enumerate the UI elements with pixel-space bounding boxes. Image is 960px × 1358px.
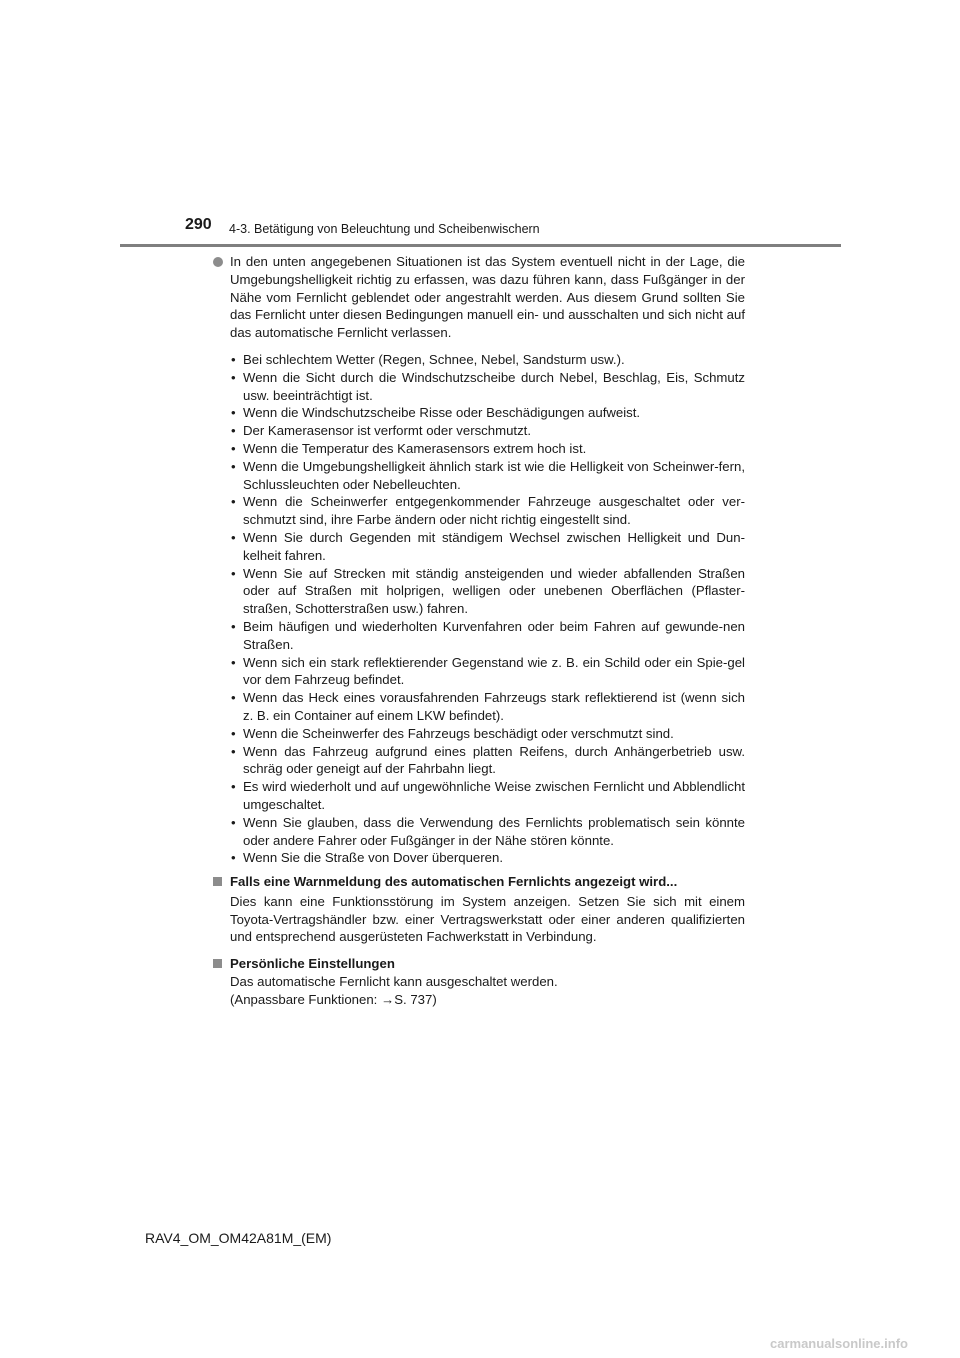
list-item-text: Wenn sich ein stark reflektierender Gegenstand wie z. B. ein Schild oder ein Spie-gel vor dem Fahrzeug befindet. xyxy=(243,654,745,688)
list-item xyxy=(230,493,745,529)
bullet-dot-icon: • xyxy=(231,743,236,759)
bullet-dot-icon: • xyxy=(231,440,236,456)
note-text: In den unten angegebenen Situationen ist das System eventuell nicht in der Lage, die Umgebungshelligkeit richtig zu erfassen, was dazu führen kann, dass Fußgänger in der Nähe vom Fernlicht geblendet oder angestrahlt werden. Aus diesem Grund sollten Sie das Fernlicht unter diesen Bedingungen manuell ein- und ausschalten und sich nicht auf das automatische Fernlicht verlassen. xyxy=(230,254,745,341)
list-item-text: Wenn die Sicht durch die Windschutzscheibe durch Nebel, Beschlag, Eis, Schmutz usw. beeinträchtigt ist. xyxy=(243,369,745,403)
warning-paragraph: Dies kann eine Funktionsstörung im System anzeigen. Setzen Sie sich mit einem Toyota-Vertragshändler bzw. einer Vertragswerkstatt oder einer anderen qualifizierten und entsprechend ausgerüsteten Fachwerkstatt in Verbindung. xyxy=(230,893,745,945)
list-item xyxy=(230,618,745,654)
list-item-text: Wenn die Temperatur des Kamerasensors extrem hoch ist. xyxy=(243,440,587,456)
bullet-dot-icon: • xyxy=(231,725,236,741)
bullet-dot-icon: • xyxy=(231,494,236,510)
list-item xyxy=(230,725,745,743)
square-bullet-icon xyxy=(213,959,222,968)
list-item xyxy=(230,654,745,690)
bullet-dot-icon: • xyxy=(231,351,236,367)
list-item-text: Wenn die Windschutzscheibe Risse oder Beschädigungen aufweist. xyxy=(243,405,641,421)
list-item xyxy=(230,369,745,405)
page-content xyxy=(211,253,745,1009)
square-bullet-icon xyxy=(213,877,222,886)
list-item-text: Wenn Sie auf Strecken mit ständig ansteigenden und wieder abfallenden Straßen oder auf Straßen mit holprigen, welligen oder unebenen Oberflächen (Pflaster-straßen, Schotterstraßen usw.) fahren. xyxy=(243,565,745,617)
settings-line-1: Das automatische Fernlicht kann ausgeschaltet werden. xyxy=(230,974,558,990)
settings-heading-text: Persönliche Einstellungen xyxy=(230,956,395,972)
list-item-text: Wenn die Umgebungshelligkeit ähnlich stark ist wie die Helligkeit von Scheinwer-fern, Schlussleuchten oder Nebelleuchten. xyxy=(243,458,745,492)
bullet-dot-icon: • xyxy=(231,850,236,866)
list-item xyxy=(230,458,745,494)
list-item xyxy=(230,565,745,618)
list-item xyxy=(230,849,745,867)
bullet-dot-icon: • xyxy=(231,779,236,795)
bullet-dot-icon: • xyxy=(231,814,236,830)
circle-bullet-icon xyxy=(213,257,223,267)
list-item-text: Beim häufigen und wiederholten Kurvenfahren oder beim Fahren auf gewunde-nen Straßen. xyxy=(243,618,745,652)
list-item-text: Es wird wiederholt und auf ungewöhnliche Weise zwischen Fernlicht und Abblendlicht umgeschaltet. xyxy=(243,779,745,812)
bullet-dot-icon: • xyxy=(231,529,236,545)
list-item-text: Wenn die Scheinwerfer des Fahrzeugs beschädigt oder verschmutzt sind. xyxy=(243,725,674,741)
page-number: 290 xyxy=(185,216,212,233)
list-item-text: Wenn das Heck eines vorausfahrenden Fahrzeugs stark reflektierend ist (wenn sich z. B. ein Container auf einem LKW befindet). xyxy=(243,690,745,723)
list-item-text: Wenn das Fahrzeug aufgrund eines platten Reifens, durch Anhängerbetrieb usw. schräg oder geneigt auf der Fahrbahn liegt. xyxy=(243,743,745,777)
list-item-text: Wenn Sie durch Gegenden mit ständigem Wechsel zwischen Helligkeit und Dun-kelheit fahren. xyxy=(243,529,745,563)
bullet-dot-icon: • xyxy=(231,618,236,634)
section-title: 4-3. Betätigung von Beleuchtung und Scheibenwischern xyxy=(229,222,540,236)
bullet-dot-icon: • xyxy=(231,690,236,706)
list-item-text: Bei schlechtem Wetter (Regen, Schnee, Nebel, Sandsturm usw.). xyxy=(243,351,625,367)
list-item-text: Der Kamerasensor ist verformt oder verschmutzt. xyxy=(243,423,532,439)
list-item xyxy=(230,743,745,779)
list-item xyxy=(230,814,745,850)
list-item xyxy=(230,689,745,725)
warning-heading-text: Falls eine Warnmeldung des automatischen Fernlichts angezeigt wird... xyxy=(230,874,678,890)
settings-line-2: (Anpassbare Funktionen: →S. 737) xyxy=(230,991,437,1007)
list-item xyxy=(230,440,745,458)
list-item xyxy=(230,778,745,814)
bullet-dot-icon: • xyxy=(231,565,236,581)
bullet-dot-icon: • xyxy=(231,423,236,439)
bullet-dot-icon: • xyxy=(231,458,236,474)
warning-heading xyxy=(211,873,745,891)
conditions-list xyxy=(211,351,745,867)
list-item-text: Wenn Sie die Straße von Dover überqueren. xyxy=(243,850,503,866)
settings-heading xyxy=(211,955,745,973)
list-item-text: Wenn Sie glauben, dass die Verwendung des Fernlichts problematisch sein könnte oder andere Fahrer oder Fußgänger in der Nähe stören könnte. xyxy=(243,814,745,848)
list-item xyxy=(230,529,745,565)
footer-doc-code: RAV4_OM_OM42A81M_(EM) xyxy=(145,1230,332,1246)
list-item xyxy=(230,422,745,440)
bullet-dot-icon: • xyxy=(231,405,236,421)
bullet-dot-icon: • xyxy=(231,369,236,385)
list-item xyxy=(230,351,745,369)
caution-note xyxy=(211,253,745,342)
bullet-dot-icon: • xyxy=(231,654,236,670)
watermark: carmanualsonline.info xyxy=(770,1336,908,1351)
list-item xyxy=(230,404,745,422)
list-item-text: Wenn die Scheinwerfer entgegenkommender Fahrzeuge ausgeschaltet oder ver-schmutzt sind, ihre Farbe ändern oder nicht richtig eingestellt sind. xyxy=(243,494,745,528)
header-divider xyxy=(120,244,841,247)
